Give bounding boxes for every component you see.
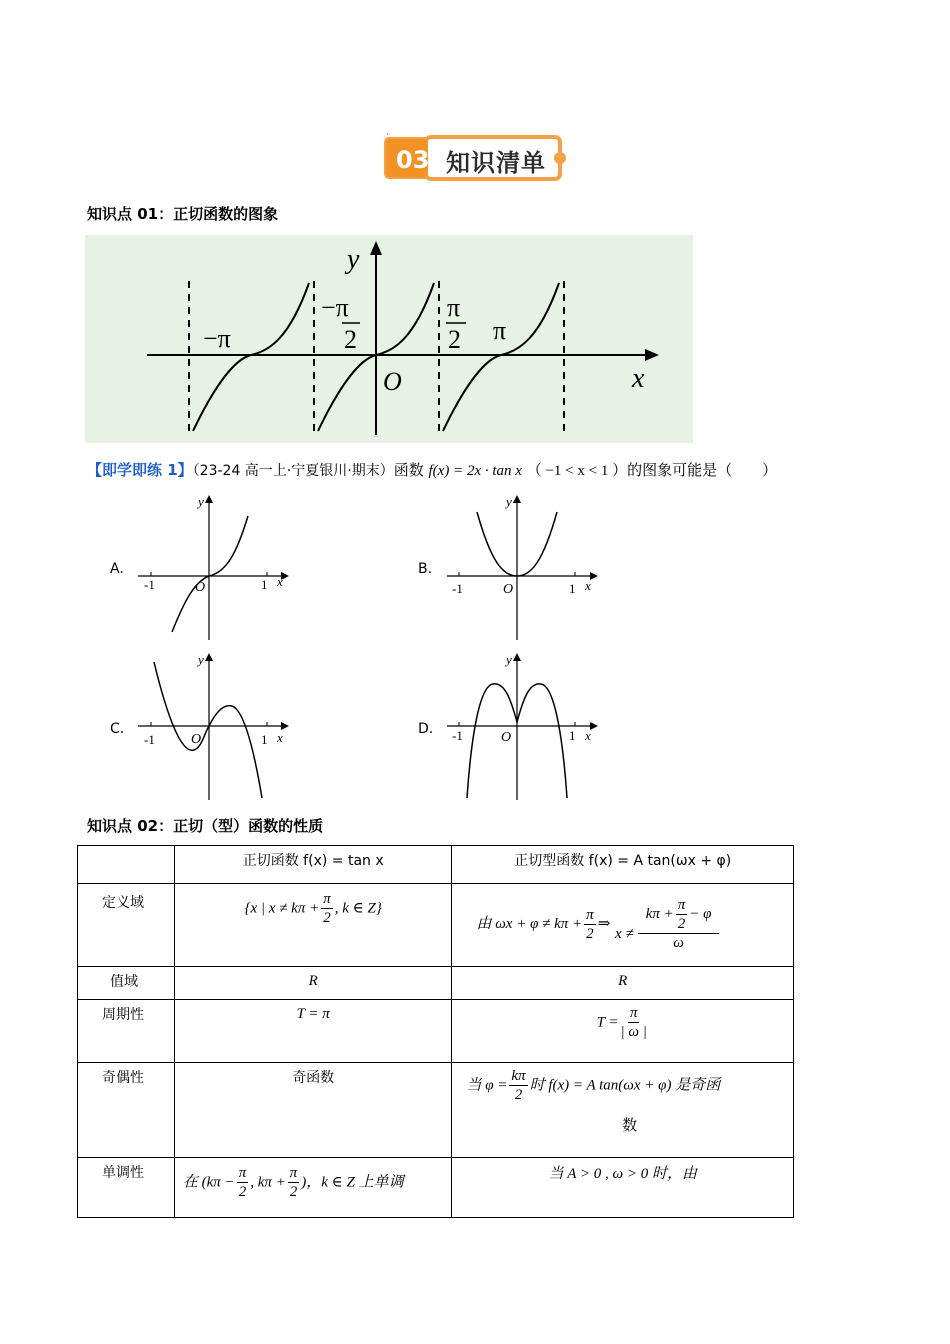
option-d-graph[interactable] xyxy=(441,650,601,802)
properties-table xyxy=(77,845,794,1218)
header-tan-type: 正切型函数 f(x) = A tan(ωx + φ) xyxy=(452,846,794,884)
svg-text:-1: -1 xyxy=(452,728,463,743)
option-a-graph[interactable] xyxy=(132,492,292,642)
exercise-domain: （ −1 < x < 1 ） xyxy=(526,463,628,479)
neg-half-pi-den: 2 xyxy=(344,325,357,354)
parity-tan: 奇函数 xyxy=(174,1063,452,1158)
svg-text:O: O xyxy=(191,732,202,747)
row-label-domain: 定义域 xyxy=(78,884,175,967)
svg-text:1: 1 xyxy=(261,577,268,592)
range-tan-type: R xyxy=(452,967,794,1000)
monotonic-tan-type: 当 A > 0 , ω > 0 时，由 xyxy=(452,1158,794,1218)
svg-text:x: x xyxy=(585,578,591,593)
table-row-domain xyxy=(78,884,794,967)
row-label-range: 值域 xyxy=(78,967,175,1000)
period-tan: T = π xyxy=(174,1000,452,1063)
range-tan: R xyxy=(174,967,452,1000)
table-row-period xyxy=(78,1000,794,1063)
svg-text:O: O xyxy=(501,730,512,745)
exercise-text-after: 的图象可能是（ ） xyxy=(627,461,778,479)
option-b-graph[interactable] xyxy=(441,492,601,642)
origin-label: O xyxy=(383,367,402,396)
exercise-text-before: 函数 xyxy=(393,461,424,479)
svg-text:y: y xyxy=(506,494,512,509)
option-d-letter[interactable]: D. xyxy=(418,721,434,737)
svg-text:-1: -1 xyxy=(144,577,155,592)
svg-text:1: 1 xyxy=(569,581,576,596)
row-label-period: 周期性 xyxy=(78,1000,175,1063)
svg-text:x: x xyxy=(277,574,283,589)
table-row-range xyxy=(78,967,794,1000)
svg-text:y: y xyxy=(506,652,512,667)
graph-background xyxy=(85,235,693,443)
svg-text:1: 1 xyxy=(261,732,268,747)
option-b-letter[interactable]: B. xyxy=(418,561,433,577)
svg-text:x: x xyxy=(585,728,591,743)
half-pi-den: 2 xyxy=(448,325,461,354)
row-label-parity: 奇偶性 xyxy=(78,1063,175,1158)
neg-pi-label: −π xyxy=(203,324,231,353)
domain-tan-type: 由 ωx + φ ≠ kπ + $\frac{\pi}{2}$ ⇒ x ≠ kπ + $\frac{\pi}{2}$ − φ ω xyxy=(452,884,794,967)
domain-tan: {x | x ≠ kπ + $\frac{\pi}{2}$ , k ∈ Z} xyxy=(174,884,452,967)
exercise-tag: 【即学即练 1】 xyxy=(87,461,193,479)
tangent-graph xyxy=(85,235,693,443)
table-header-row xyxy=(78,846,794,884)
exercise-source: （23-24 高一上·宁夏银川·期末） xyxy=(192,463,394,479)
y-label: y xyxy=(347,244,360,275)
section-number: 03 xyxy=(396,146,430,174)
svg-text:O: O xyxy=(195,580,206,595)
svg-text:1: 1 xyxy=(569,728,576,743)
exercise-function: f(x) = 2x · tan x xyxy=(428,463,522,479)
kp1-heading: 知识点 01：正切函数的图象 xyxy=(87,205,279,223)
x-label: x xyxy=(632,363,645,394)
table-row-parity xyxy=(78,1063,794,1158)
svg-text:-1: -1 xyxy=(144,732,155,747)
svg-text:y: y xyxy=(198,652,204,667)
option-a-letter[interactable]: A. xyxy=(110,561,124,577)
option-c-letter[interactable]: C. xyxy=(110,721,125,737)
neg-half-pi-num: −π xyxy=(321,293,349,322)
row-label-monotonic: 单调性 xyxy=(78,1158,175,1218)
svg-text:x: x xyxy=(277,730,283,745)
half-pi-num: π xyxy=(447,293,461,322)
exercise-question xyxy=(87,459,777,480)
section-title: 知识清单 xyxy=(446,149,546,177)
kp2-heading: 知识点 02：正切（型）函数的性质 xyxy=(87,817,324,835)
svg-text:O: O xyxy=(503,582,514,597)
option-c-graph[interactable] xyxy=(132,650,292,802)
period-tan-type: T = $\frac{\pi}{| \omega |}$ xyxy=(452,1000,794,1063)
svg-text:y: y xyxy=(198,494,204,509)
pi-label: π xyxy=(493,316,507,345)
svg-text:-1: -1 xyxy=(452,581,463,596)
parity-tan-type: 当 φ = $\frac{k\pi}{2}$ 时 f(x) = A tan(ωx + φ) 是奇函 数 xyxy=(452,1063,794,1158)
table-row-monotonic xyxy=(78,1158,794,1218)
header-tan: 正切函数 f(x) = tan x xyxy=(174,846,452,884)
header-empty-cell xyxy=(78,846,175,884)
monotonic-tan: 在 (kπ − $\frac{\pi}{2}$ , kπ + $\frac{\pi}{2}$ )，k ∈ Z 上单调 xyxy=(174,1158,452,1218)
